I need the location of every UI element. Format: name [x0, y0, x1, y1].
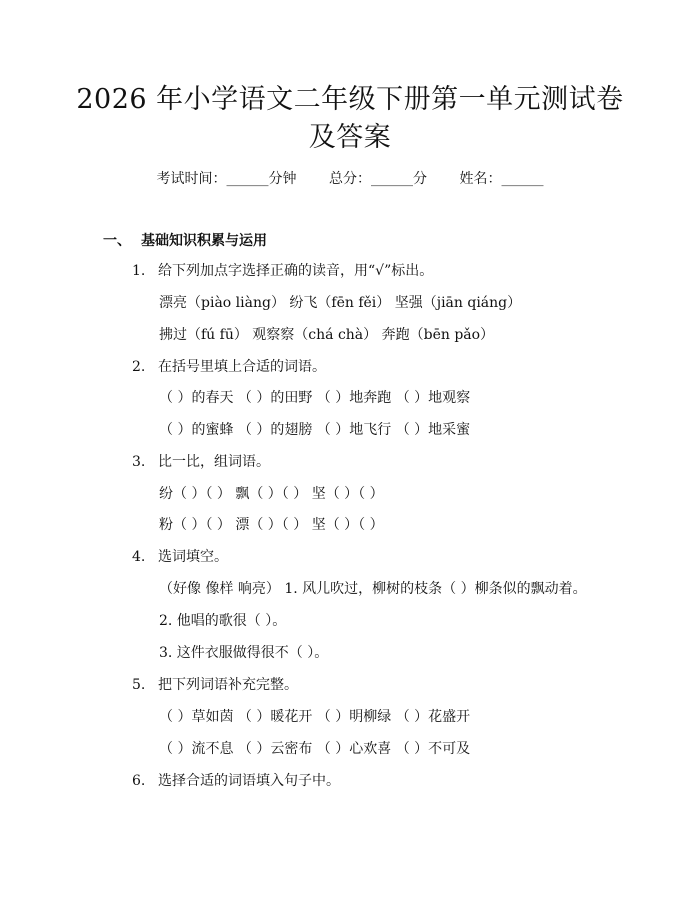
question-number: 3.	[132, 454, 146, 470]
question-6	[132, 770, 340, 790]
section-heading	[103, 230, 267, 250]
exam-title-line-1: 2026 年小学语文二年级下册第一单元测试卷	[76, 84, 624, 115]
question-1-line-2: 拂过（fú fū） 观察察（chá chà） 奔跑（bēn pǎo）	[159, 327, 495, 343]
question-3-line-1: 纷（ ）（ ） 飘（ ）（ ） 坚（ ）（ ）	[159, 486, 384, 502]
exam-title-line-2: 及答案	[308, 122, 392, 153]
question-1-line-1: 漂亮（piào liàng） 纷飞（fēn fěi） 坚强（jiān qiáng）	[159, 295, 522, 311]
question-5-line-1: （ ）草如茵 （ ）暖花开 （ ）明柳绿 （ ）花盛开	[159, 709, 471, 725]
exam-time-field: 考试时间：______分钟	[156, 171, 297, 187]
question-number: 4.	[132, 549, 146, 565]
question-prompt: 把下列词语补充完整。	[158, 677, 298, 693]
question-2-line-2: （ ）的蜜蜂 （ ）的翅膀 （ ）地飞行 （ ）地采蜜	[159, 422, 471, 438]
question-2-line-1: （ ）的春天 （ ）的田野 （ ）地奔跑 （ ）地观察	[159, 390, 471, 406]
total-score-field: 总分：______分	[329, 171, 427, 187]
question-prompt: 比一比，组词语。	[158, 454, 270, 470]
question-4-line-2: 2. 他唱的歌很（ ）。	[159, 613, 287, 629]
question-2	[132, 356, 326, 376]
question-3	[132, 451, 270, 471]
question-prompt: 给下列加点字选择正确的读音，用“√”标出。	[158, 263, 434, 279]
section-number: 一、	[103, 233, 131, 249]
student-name-field: 姓名：______	[459, 171, 544, 187]
question-number: 5.	[132, 677, 146, 693]
question-4-line-3: 3. 这件衣服做得很不（ ）。	[159, 645, 329, 661]
question-5	[132, 674, 298, 694]
question-number: 1.	[132, 263, 146, 279]
question-number: 2.	[132, 359, 146, 375]
exam-info-row	[0, 168, 700, 188]
question-prompt: 选择合适的词语填入句子中。	[158, 773, 340, 789]
question-number: 6.	[132, 773, 146, 789]
question-prompt: 选词填空。	[158, 549, 228, 565]
question-1	[132, 260, 433, 280]
question-3-line-2: 粉（ ）（ ） 漂（ ）（ ） 坚（ ）（ ）	[159, 517, 384, 533]
question-4-line-1: （好像 像样 响亮） 1. 风儿吹过，柳树的枝条（ ）柳条似的飘动着。	[159, 581, 587, 597]
question-prompt: 在括号里填上合适的词语。	[158, 359, 326, 375]
section-label: 基础知识积累与运用	[141, 233, 267, 249]
question-4	[132, 546, 228, 566]
question-5-line-2: （ ）流不息 （ ）云密布 （ ）心欢喜 （ ）不可及	[159, 741, 471, 757]
